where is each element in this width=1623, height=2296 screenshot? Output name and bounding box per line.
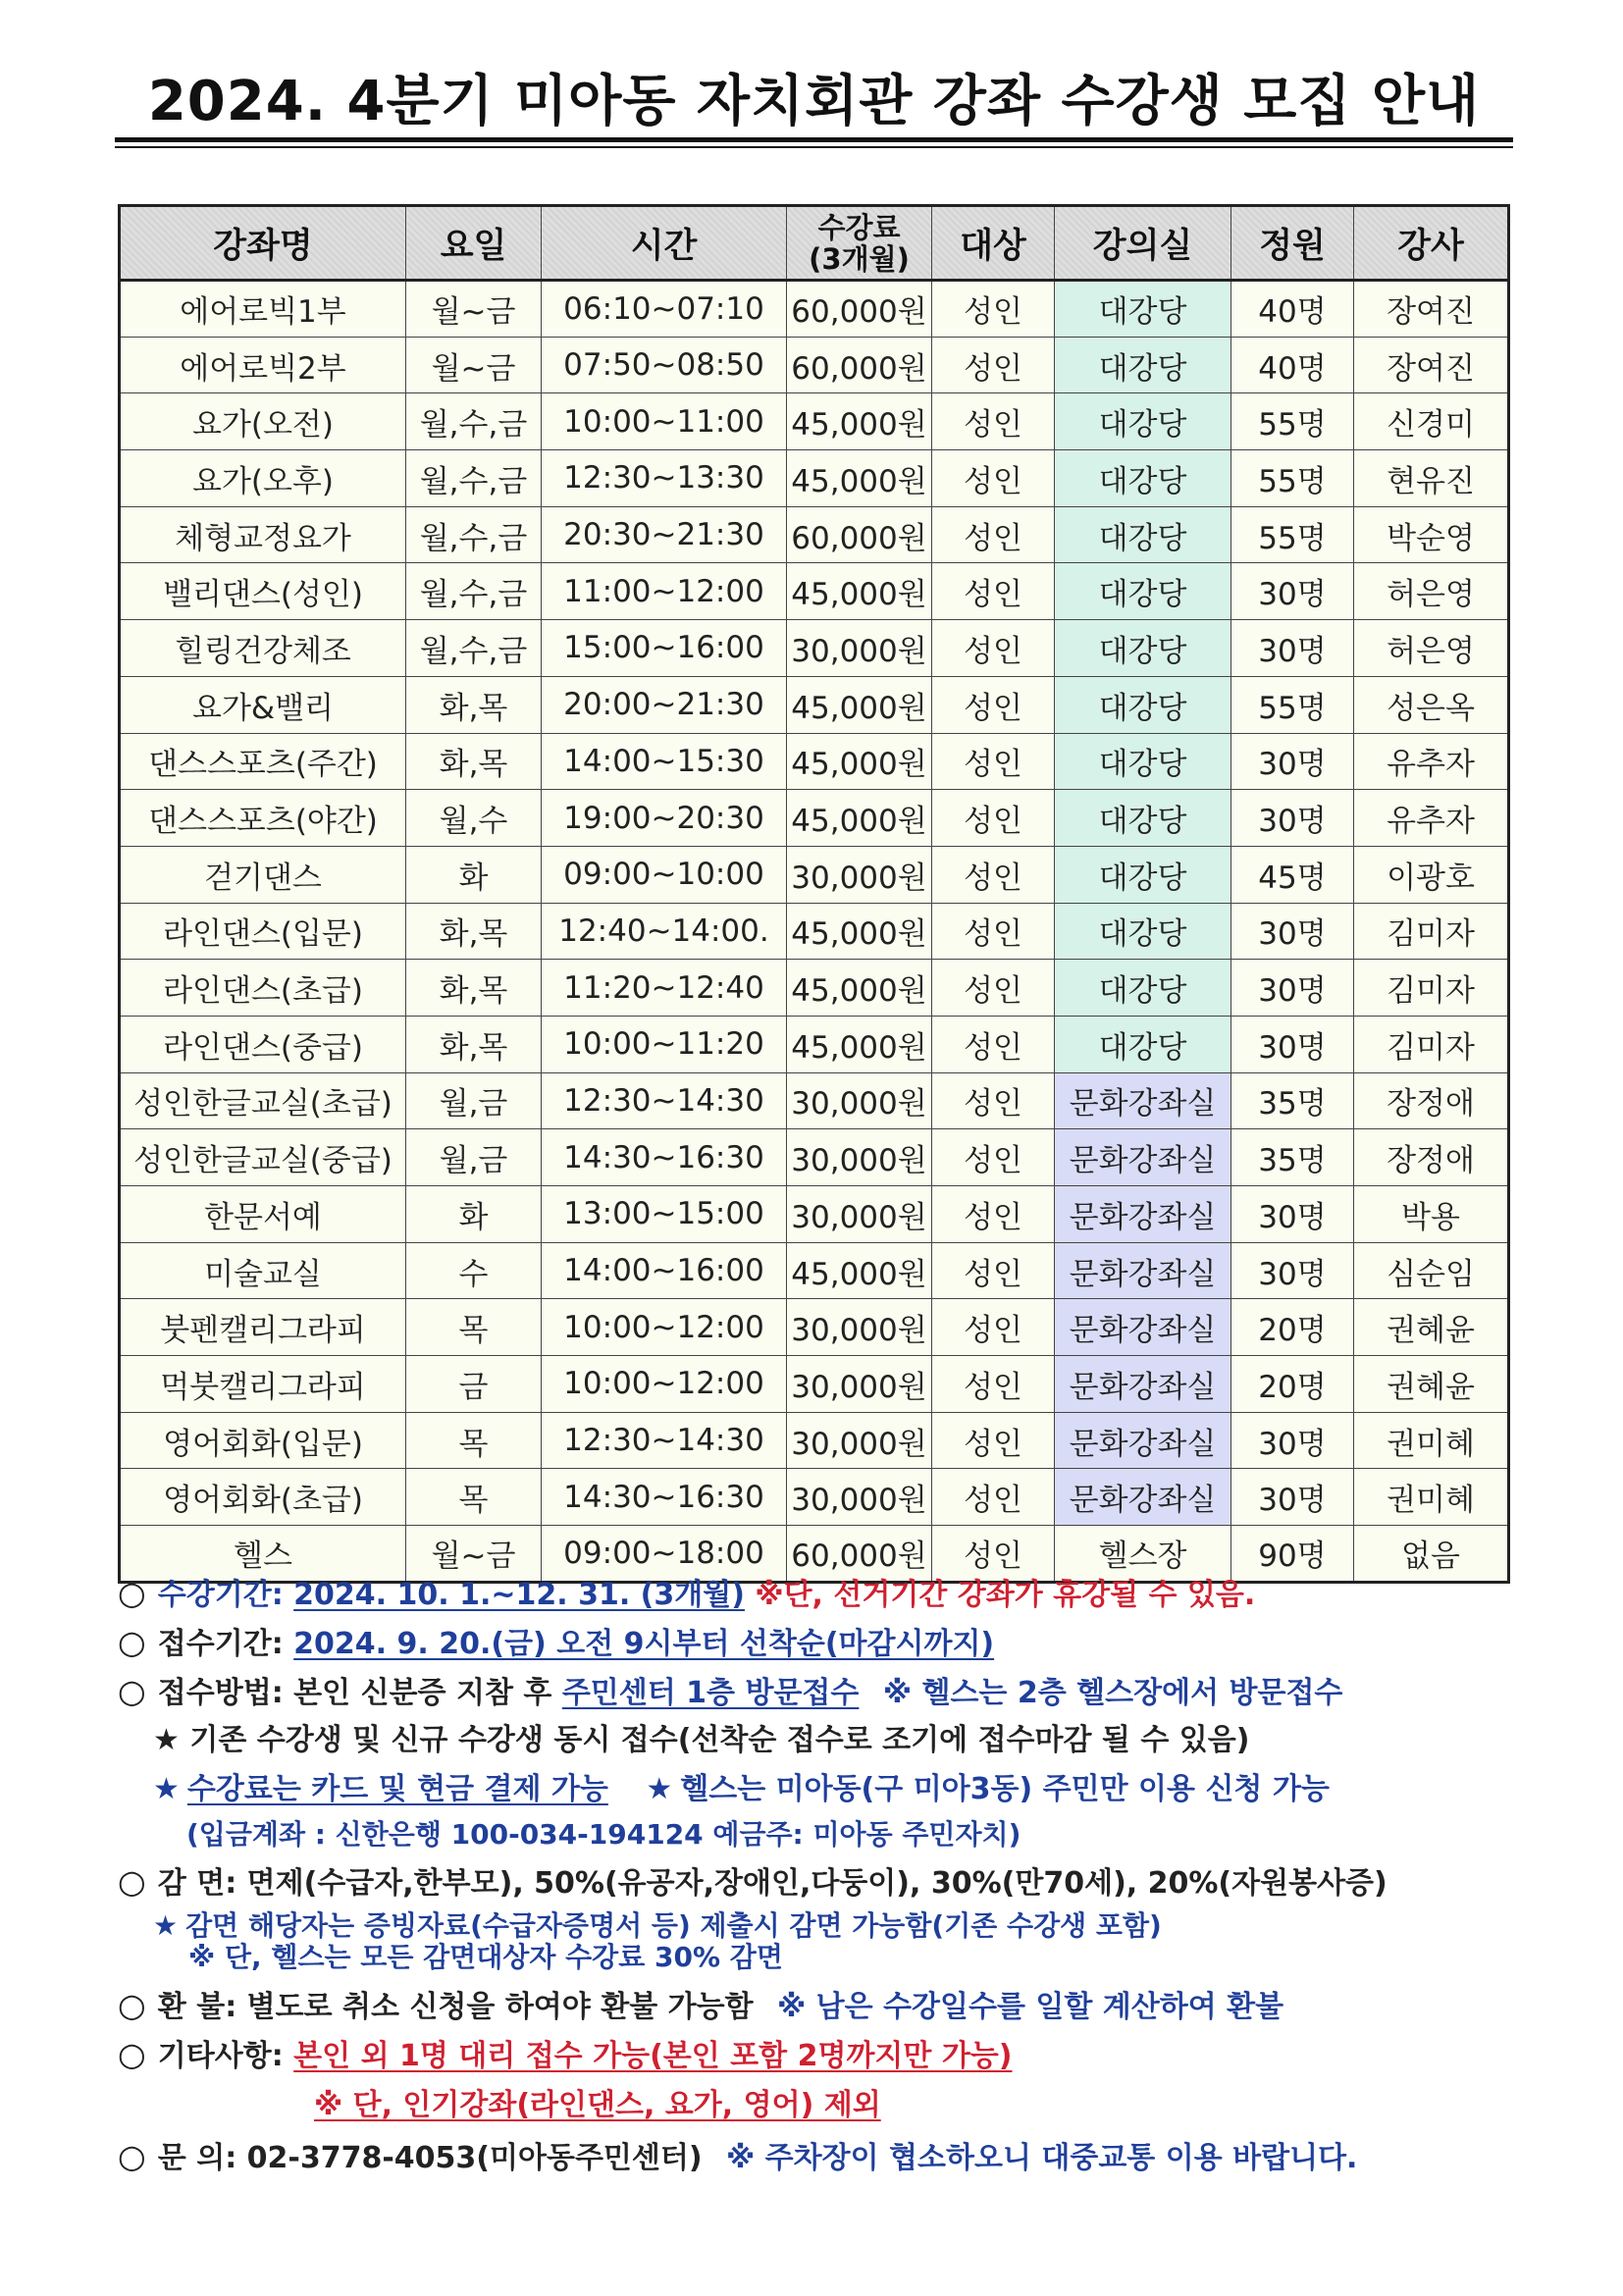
cell-name: 힐링건강체조 bbox=[120, 620, 406, 677]
cell-capacity: 30명 bbox=[1231, 903, 1354, 960]
note-etc bbox=[118, 2035, 1013, 2076]
header-teacher: 강사 bbox=[1354, 206, 1509, 281]
cell-time: 07:50~08:50 bbox=[542, 337, 787, 393]
cell-room: 헬스장 bbox=[1055, 1526, 1231, 1583]
cell-day: 월~금 bbox=[406, 337, 542, 393]
cell-time: 11:20~12:40 bbox=[542, 960, 787, 1017]
etc-note: ※ 단, 인기강좌(라인댄스, 요가, 영어) 제외 bbox=[314, 2088, 881, 2122]
cell-name: 밸리댄스(성인) bbox=[120, 563, 406, 620]
cell-time: 10:00~12:00 bbox=[542, 1356, 787, 1413]
cell-fee: 30,000원 bbox=[787, 1356, 932, 1413]
table-row bbox=[120, 790, 1509, 847]
period-value: 2024. 10. 1.~12. 31. (3개월) bbox=[293, 1578, 745, 1612]
table-row bbox=[120, 1186, 1509, 1243]
cell-teacher: 박용 bbox=[1354, 1186, 1509, 1243]
cell-time: 12:40~14:00. bbox=[542, 903, 787, 960]
contact-text: 02-3778-4053(미아동주민센터) bbox=[246, 2141, 703, 2175]
cell-time: 12:30~14:30 bbox=[542, 1072, 787, 1129]
cell-teacher: 허은영 bbox=[1354, 620, 1509, 677]
cell-name: 에어로빅1부 bbox=[120, 281, 406, 338]
cell-teacher: 유추자 bbox=[1354, 733, 1509, 790]
cell-teacher: 장정애 bbox=[1354, 1072, 1509, 1129]
star2-payment: 수강료는 카드 및 현금 결제 가능 bbox=[186, 1772, 608, 1806]
reception-value: 2024. 9. 20.(금) 오전 9시부터 선착순(마감시까지) bbox=[293, 1627, 995, 1661]
header-day: 요일 bbox=[406, 206, 542, 281]
cell-name: 댄스스포츠(야간) bbox=[120, 790, 406, 847]
circle-bullet-icon: ○ bbox=[118, 1986, 146, 2024]
cell-target: 성인 bbox=[932, 506, 1055, 563]
cell-name: 라인댄스(입문) bbox=[120, 903, 406, 960]
cell-day: 월,금 bbox=[406, 1129, 542, 1186]
cell-fee: 45,000원 bbox=[787, 1016, 932, 1072]
page-title: 2024. 4분기 미아동 자치회관 강좌 수강생 모집 안내 bbox=[147, 70, 1481, 133]
cell-time: 06:10~07:10 bbox=[542, 281, 787, 338]
cell-fee: 60,000원 bbox=[787, 1526, 932, 1583]
cell-teacher: 이광호 bbox=[1354, 846, 1509, 903]
cell-teacher: 허은영 bbox=[1354, 563, 1509, 620]
cell-time: 10:00~12:00 bbox=[542, 1299, 787, 1356]
cell-day: 월~금 bbox=[406, 1526, 542, 1583]
table-row bbox=[120, 960, 1509, 1017]
cell-name: 라인댄스(중급) bbox=[120, 1016, 406, 1072]
cell-teacher: 권미혜 bbox=[1354, 1469, 1509, 1526]
table-header-row bbox=[120, 206, 1509, 281]
note-method bbox=[118, 1672, 1342, 1713]
cell-fee: 45,000원 bbox=[787, 960, 932, 1017]
cell-fee: 30,000원 bbox=[787, 1299, 932, 1356]
header-fee-line1: 수강료 bbox=[817, 210, 901, 244]
cell-capacity: 40명 bbox=[1231, 281, 1354, 338]
cell-time: 11:00~12:00 bbox=[542, 563, 787, 620]
cell-capacity: 30명 bbox=[1231, 733, 1354, 790]
cell-time: 20:30~21:30 bbox=[542, 506, 787, 563]
cell-time: 09:00~10:00 bbox=[542, 846, 787, 903]
cell-fee: 60,000원 bbox=[787, 337, 932, 393]
note-reception bbox=[118, 1623, 994, 1664]
contact-note: ※ 주차장이 협소하오니 대중교통 이용 바랍니다. bbox=[726, 2141, 1358, 2175]
method-label: 접수방법: bbox=[157, 1676, 284, 1710]
cell-target: 성인 bbox=[932, 337, 1055, 393]
cell-capacity: 30명 bbox=[1231, 563, 1354, 620]
cell-name: 걷기댄스 bbox=[120, 846, 406, 903]
cell-target: 성인 bbox=[932, 1072, 1055, 1129]
refund-label: 환 불: bbox=[157, 1990, 237, 2024]
cell-day: 월,수,금 bbox=[406, 620, 542, 677]
cell-time: 15:00~16:00 bbox=[542, 620, 787, 677]
etc-label: 기타사항: bbox=[157, 2039, 284, 2073]
cell-fee: 30,000원 bbox=[787, 1129, 932, 1186]
cell-fee: 45,000원 bbox=[787, 393, 932, 450]
cell-name: 요가(오전) bbox=[120, 393, 406, 450]
table-row bbox=[120, 903, 1509, 960]
cell-teacher: 신경미 bbox=[1354, 393, 1509, 450]
cell-name: 성인한글교실(중급) bbox=[120, 1129, 406, 1186]
cell-target: 성인 bbox=[932, 1526, 1055, 1583]
cell-target: 성인 bbox=[932, 620, 1055, 677]
cell-day: 목 bbox=[406, 1469, 542, 1526]
cell-teacher: 김미자 bbox=[1354, 960, 1509, 1017]
cell-time: 12:30~13:30 bbox=[542, 450, 787, 507]
cell-teacher: 유추자 bbox=[1354, 790, 1509, 847]
cell-teacher: 권미혜 bbox=[1354, 1412, 1509, 1469]
cell-name: 체형교정요가 bbox=[120, 506, 406, 563]
course-table bbox=[118, 204, 1510, 1584]
cell-room: 대강당 bbox=[1055, 393, 1231, 450]
cell-target: 성인 bbox=[932, 1412, 1055, 1469]
cell-target: 성인 bbox=[932, 790, 1055, 847]
cell-day: 수 bbox=[406, 1242, 542, 1299]
table-row bbox=[120, 1129, 1509, 1186]
cell-capacity: 30명 bbox=[1231, 620, 1354, 677]
cell-teacher: 권혜윤 bbox=[1354, 1356, 1509, 1413]
cell-target: 성인 bbox=[932, 1356, 1055, 1413]
cell-capacity: 30명 bbox=[1231, 960, 1354, 1017]
cell-fee: 30,000원 bbox=[787, 1186, 932, 1243]
cell-room: 대강당 bbox=[1055, 450, 1231, 507]
cell-capacity: 55명 bbox=[1231, 676, 1354, 733]
circle-bullet-icon: ○ bbox=[118, 1574, 146, 1612]
title-underline bbox=[115, 137, 1513, 142]
cell-room: 대강당 bbox=[1055, 563, 1231, 620]
table-row bbox=[120, 1016, 1509, 1072]
table-row bbox=[120, 1469, 1509, 1526]
cell-capacity: 30명 bbox=[1231, 1469, 1354, 1526]
cell-teacher: 권혜윤 bbox=[1354, 1299, 1509, 1356]
cell-day: 화,목 bbox=[406, 960, 542, 1017]
cell-capacity: 20명 bbox=[1231, 1356, 1354, 1413]
cell-fee: 45,000원 bbox=[787, 563, 932, 620]
cell-fee: 30,000원 bbox=[787, 620, 932, 677]
cell-capacity: 30명 bbox=[1231, 1242, 1354, 1299]
header-name: 강좌명 bbox=[120, 206, 406, 281]
cell-capacity: 35명 bbox=[1231, 1072, 1354, 1129]
cell-fee: 30,000원 bbox=[787, 1412, 932, 1469]
cell-target: 성인 bbox=[932, 450, 1055, 507]
cell-capacity: 55명 bbox=[1231, 393, 1354, 450]
cell-fee: 30,000원 bbox=[787, 846, 932, 903]
table-row bbox=[120, 506, 1509, 563]
cell-room: 문화강좌실 bbox=[1055, 1186, 1231, 1243]
cell-name: 요가&밸리 bbox=[120, 676, 406, 733]
discount-text: 면제(수급자,한부모), 50%(유공자,장애인,다둥이), 30%(만70세), 20%(자원봉사증) bbox=[246, 1866, 1387, 1901]
title-underline-thin bbox=[115, 146, 1513, 148]
note-refund bbox=[118, 1986, 1283, 2027]
cell-day: 월,금 bbox=[406, 1072, 542, 1129]
circle-bullet-icon: ○ bbox=[118, 2035, 146, 2073]
table-row bbox=[120, 450, 1509, 507]
table-row bbox=[120, 1072, 1509, 1129]
cell-target: 성인 bbox=[932, 281, 1055, 338]
cell-time: 14:30~16:30 bbox=[542, 1469, 787, 1526]
note-star2 bbox=[153, 1770, 1330, 1809]
star-icon: ★ bbox=[153, 1772, 180, 1806]
cell-capacity: 20명 bbox=[1231, 1299, 1354, 1356]
note-discount-star bbox=[153, 1909, 1162, 1943]
cell-target: 성인 bbox=[932, 1186, 1055, 1243]
cell-room: 문화강좌실 bbox=[1055, 1242, 1231, 1299]
account-info: (입금계좌 : 신한은행 100-034-194124 예금주: 미아동 주민자치) bbox=[186, 1818, 1021, 1851]
cell-room: 대강당 bbox=[1055, 337, 1231, 393]
cell-name: 에어로빅2부 bbox=[120, 337, 406, 393]
cell-room: 대강당 bbox=[1055, 1016, 1231, 1072]
cell-capacity: 35명 bbox=[1231, 1129, 1354, 1186]
cell-fee: 45,000원 bbox=[787, 790, 932, 847]
discount-label: 감 면: bbox=[157, 1866, 237, 1901]
cell-target: 성인 bbox=[932, 903, 1055, 960]
cell-target: 성인 bbox=[932, 393, 1055, 450]
cell-target: 성인 bbox=[932, 1469, 1055, 1526]
cell-room: 대강당 bbox=[1055, 846, 1231, 903]
cell-fee: 45,000원 bbox=[787, 1242, 932, 1299]
cell-name: 영어회화(초급) bbox=[120, 1469, 406, 1526]
period-warning: ※단, 선거기간 강좌가 휴강될 수 있음. bbox=[755, 1578, 1256, 1612]
header-capacity: 정원 bbox=[1231, 206, 1354, 281]
cell-teacher: 장여진 bbox=[1354, 337, 1509, 393]
cell-teacher: 박순영 bbox=[1354, 506, 1509, 563]
cell-capacity: 40명 bbox=[1231, 337, 1354, 393]
circle-bullet-icon: ○ bbox=[118, 1672, 146, 1710]
table-row bbox=[120, 846, 1509, 903]
cell-fee: 30,000원 bbox=[787, 1469, 932, 1526]
cell-fee: 60,000원 bbox=[787, 506, 932, 563]
cell-teacher: 없음 bbox=[1354, 1526, 1509, 1583]
header-target: 대상 bbox=[932, 206, 1055, 281]
cell-time: 20:00~21:30 bbox=[542, 676, 787, 733]
cell-room: 대강당 bbox=[1055, 676, 1231, 733]
cell-day: 목 bbox=[406, 1412, 542, 1469]
cell-teacher: 김미자 bbox=[1354, 903, 1509, 960]
cell-teacher: 장여진 bbox=[1354, 281, 1509, 338]
cell-time: 10:00~11:00 bbox=[542, 393, 787, 450]
cell-day: 화 bbox=[406, 1186, 542, 1243]
circle-bullet-icon: ○ bbox=[118, 1623, 146, 1661]
cell-time: 14:00~16:00 bbox=[542, 1242, 787, 1299]
table-row bbox=[120, 1356, 1509, 1413]
cell-room: 대강당 bbox=[1055, 903, 1231, 960]
refund-note: ※ 남은 수강일수를 일할 계산하여 환불 bbox=[777, 1990, 1284, 2024]
cell-room: 대강당 bbox=[1055, 960, 1231, 1017]
cell-target: 성인 bbox=[932, 1242, 1055, 1299]
cell-target: 성인 bbox=[932, 563, 1055, 620]
reception-label: 접수기간: bbox=[157, 1627, 284, 1661]
cell-target: 성인 bbox=[932, 1016, 1055, 1072]
header-time: 시간 bbox=[542, 206, 787, 281]
cell-time: 12:30~14:30 bbox=[542, 1412, 787, 1469]
cell-day: 월,수,금 bbox=[406, 506, 542, 563]
cell-capacity: 90명 bbox=[1231, 1526, 1354, 1583]
cell-target: 성인 bbox=[932, 733, 1055, 790]
cell-day: 화,목 bbox=[406, 733, 542, 790]
table-row bbox=[120, 1412, 1509, 1469]
cell-time: 09:00~18:00 bbox=[542, 1526, 787, 1583]
table-row bbox=[120, 620, 1509, 677]
cell-capacity: 55명 bbox=[1231, 450, 1354, 507]
table-row bbox=[120, 563, 1509, 620]
cell-day: 금 bbox=[406, 1356, 542, 1413]
cell-time: 13:00~15:00 bbox=[542, 1186, 787, 1243]
table-row bbox=[120, 1299, 1509, 1356]
cell-time: 19:00~20:30 bbox=[542, 790, 787, 847]
circle-bullet-icon: ○ bbox=[118, 2137, 146, 2175]
cell-teacher: 성은옥 bbox=[1354, 676, 1509, 733]
cell-target: 성인 bbox=[932, 1299, 1055, 1356]
note-star1: ★ 기존 수강생 및 신규 수강생 동시 접수(선착순 접수로 조기에 접수마감 될 수 있음) bbox=[153, 1723, 1250, 1757]
cell-room: 문화강좌실 bbox=[1055, 1412, 1231, 1469]
cell-teacher: 김미자 bbox=[1354, 1016, 1509, 1072]
cell-day: 화 bbox=[406, 846, 542, 903]
cell-room: 문화강좌실 bbox=[1055, 1072, 1231, 1129]
discount-gym-note: ※ 단, 헬스는 모든 감면대상자 수강료 30% 감면 bbox=[188, 1941, 783, 1973]
header-fee bbox=[787, 206, 932, 281]
cell-room: 대강당 bbox=[1055, 790, 1231, 847]
cell-name: 성인한글교실(초급) bbox=[120, 1072, 406, 1129]
method-text: 본인 신분증 지참 후 bbox=[293, 1676, 552, 1710]
cell-day: 화,목 bbox=[406, 1016, 542, 1072]
cell-name: 미술교실 bbox=[120, 1242, 406, 1299]
method-gym-note: ※ 헬스는 2층 헬스장에서 방문접수 bbox=[882, 1676, 1343, 1710]
header-room: 강의실 bbox=[1055, 206, 1231, 281]
cell-name: 댄스스포츠(주간) bbox=[120, 733, 406, 790]
cell-teacher: 심순임 bbox=[1354, 1242, 1509, 1299]
star2-gym: 헬스는 미아동(구 미아3동) 주민만 이용 신청 가능 bbox=[680, 1772, 1330, 1806]
contact-label: 문 의: bbox=[157, 2141, 237, 2175]
cell-day: 월~금 bbox=[406, 281, 542, 338]
cell-room: 문화강좌실 bbox=[1055, 1469, 1231, 1526]
cell-fee: 30,000원 bbox=[787, 1072, 932, 1129]
cell-day: 월,수 bbox=[406, 790, 542, 847]
cell-room: 대강당 bbox=[1055, 506, 1231, 563]
cell-day: 월,수,금 bbox=[406, 450, 542, 507]
cell-room: 대강당 bbox=[1055, 620, 1231, 677]
cell-name: 라인댄스(초급) bbox=[120, 960, 406, 1017]
cell-capacity: 30명 bbox=[1231, 1412, 1354, 1469]
period-label: 수강기간: bbox=[157, 1578, 284, 1612]
cell-target: 성인 bbox=[932, 960, 1055, 1017]
cell-teacher: 장정애 bbox=[1354, 1129, 1509, 1186]
discount-star-text: 감면 해당자는 증빙자료(수급자증명서 등) 제출시 감면 가능함(기존 수강생 포함) bbox=[185, 1909, 1162, 1942]
cell-time: 14:30~16:30 bbox=[542, 1129, 787, 1186]
cell-name: 한문서예 bbox=[120, 1186, 406, 1243]
table-row bbox=[120, 1242, 1509, 1299]
table-row bbox=[120, 337, 1509, 393]
cell-fee: 45,000원 bbox=[787, 450, 932, 507]
cell-time: 10:00~11:20 bbox=[542, 1016, 787, 1072]
cell-target: 성인 bbox=[932, 846, 1055, 903]
refund-text: 별도로 취소 신청을 하여야 환불 가능함 bbox=[246, 1990, 754, 2024]
cell-target: 성인 bbox=[932, 1129, 1055, 1186]
cell-capacity: 30명 bbox=[1231, 1186, 1354, 1243]
cell-fee: 45,000원 bbox=[787, 733, 932, 790]
note-contact bbox=[118, 2137, 1357, 2178]
cell-day: 월,수,금 bbox=[406, 393, 542, 450]
cell-capacity: 45명 bbox=[1231, 846, 1354, 903]
cell-day: 화,목 bbox=[406, 676, 542, 733]
cell-day: 월,수,금 bbox=[406, 563, 542, 620]
star-icon: ★ bbox=[153, 1909, 179, 1942]
cell-name: 붓펜캘리그라피 bbox=[120, 1299, 406, 1356]
note-period bbox=[118, 1574, 1255, 1615]
table-row bbox=[120, 281, 1509, 338]
cell-name: 영어회화(입문) bbox=[120, 1412, 406, 1469]
cell-fee: 60,000원 bbox=[787, 281, 932, 338]
cell-target: 성인 bbox=[932, 676, 1055, 733]
cell-room: 대강당 bbox=[1055, 281, 1231, 338]
cell-fee: 45,000원 bbox=[787, 676, 932, 733]
cell-day: 목 bbox=[406, 1299, 542, 1356]
star-icon: ★ bbox=[646, 1772, 673, 1806]
method-place: 주민센터 1층 방문접수 bbox=[561, 1676, 860, 1710]
cell-capacity: 30명 bbox=[1231, 790, 1354, 847]
course-table-body bbox=[120, 281, 1509, 1583]
etc-text: 본인 외 1명 대리 접수 가능(본인 포함 2명까지만 가능) bbox=[293, 2039, 1013, 2073]
table-row bbox=[120, 393, 1509, 450]
circle-bullet-icon: ○ bbox=[118, 1862, 146, 1901]
table-row bbox=[120, 733, 1509, 790]
cell-room: 문화강좌실 bbox=[1055, 1299, 1231, 1356]
note-discount bbox=[118, 1862, 1387, 1904]
cell-name: 먹붓캘리그라피 bbox=[120, 1356, 406, 1413]
cell-name: 헬스 bbox=[120, 1526, 406, 1583]
header-fee-line2: (3개월) bbox=[809, 241, 910, 276]
cell-name: 요가(오후) bbox=[120, 450, 406, 507]
cell-fee: 45,000원 bbox=[787, 903, 932, 960]
cell-capacity: 55명 bbox=[1231, 506, 1354, 563]
cell-room: 대강당 bbox=[1055, 733, 1231, 790]
cell-capacity: 30명 bbox=[1231, 1016, 1354, 1072]
cell-room: 문화강좌실 bbox=[1055, 1356, 1231, 1413]
cell-room: 문화강좌실 bbox=[1055, 1129, 1231, 1186]
table-row bbox=[120, 676, 1509, 733]
cell-day: 화,목 bbox=[406, 903, 542, 960]
cell-time: 14:00~15:30 bbox=[542, 733, 787, 790]
cell-teacher: 현유진 bbox=[1354, 450, 1509, 507]
